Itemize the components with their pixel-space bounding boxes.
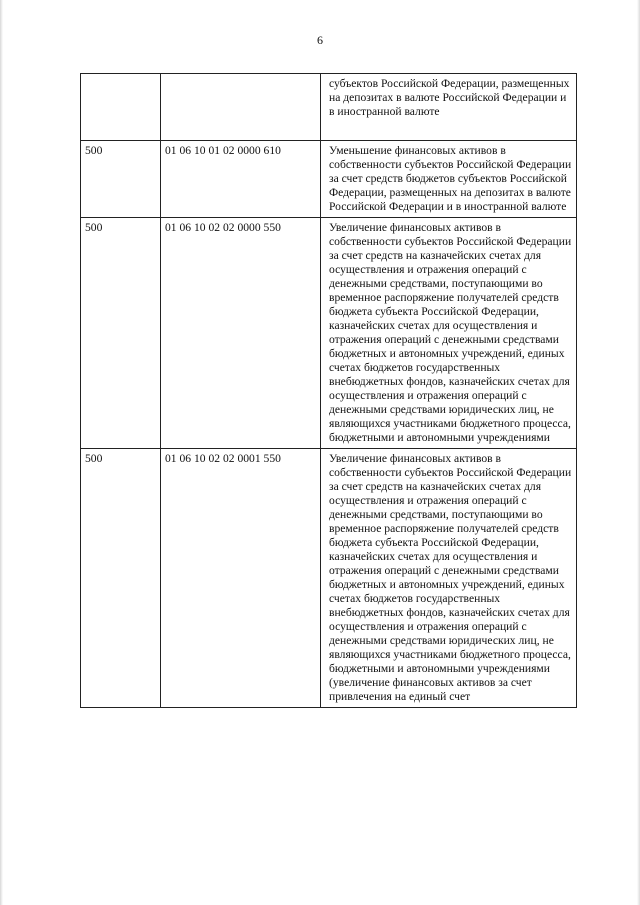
description-cell: Увеличение финансовых активов в собственности субъектов Российской Федерации за счет средств на казначейских счетах для осуществления и отражения операций с денежными средствами, поступающими во временное распоряжение получателей средств бюджета субъекта Российской Федерации, казначейских счетах для осуществления и отражения операций с денежными средствами бюджетных и автономных учреждений, единых счетах бюджетов государственных внебюджетных фондов, казначейских счетах для осуществления и отражения операций с денежными средствами юридических лиц, не являющихся участниками бюджетного процесса, бюджетными и автономными учреждениями (увеличение финансовых активов за счет привлечения на единый счет — [321, 449, 577, 708]
description-cell: Увеличение финансовых активов в собственности субъектов Российской Федерации за счет средств на казначейских счетах для осуществления и отражения операций с денежными средствами, поступающими во временное распоряжение получателей средств бюджета субъекта Российской Федерации, казначейских счетах для осуществления и отражения операций с денежными средствами бюджетных и автономных учреждений, единых счетах бюджетов государственных внебюджетных фондов, казначейских счетах для осуществления и отражения операций с денежными средствами юридических лиц, не являющихся участниками бюджетного процесса, бюджетными и автономными учреждениями — [321, 218, 577, 449]
page-number: 6 — [317, 33, 323, 47]
admin-code-cell — [81, 74, 161, 141]
scan-edge-left — [0, 0, 3, 905]
budget-code-cell: 01 06 10 02 02 0000 550 — [161, 218, 321, 449]
budget-code-cell — [161, 74, 321, 141]
description-cell: Уменьшение финансовых активов в собственности субъектов Российской Федерации за счет средств бюджетов субъектов Российской Федерации, размещенных на депозитах в валюте Российской Федерации и в иностранной валюте — [321, 141, 577, 218]
budget-code-cell: 01 06 10 01 02 0000 610 — [161, 141, 321, 218]
budget-code-cell: 01 06 10 02 02 0001 550 — [161, 449, 321, 708]
admin-code-cell: 500 — [81, 449, 161, 708]
admin-code-cell: 500 — [81, 218, 161, 449]
table-row — [81, 449, 577, 708]
table-row — [81, 218, 577, 449]
table-row — [81, 74, 577, 141]
admin-code-cell: 500 — [81, 141, 161, 218]
description-cell: субъектов Российской Федерации, размещенных на депозитах в валюте Российской Федерации и в иностранной валюте — [321, 74, 577, 141]
table-row — [81, 141, 577, 218]
budget-codes-table — [80, 73, 577, 708]
